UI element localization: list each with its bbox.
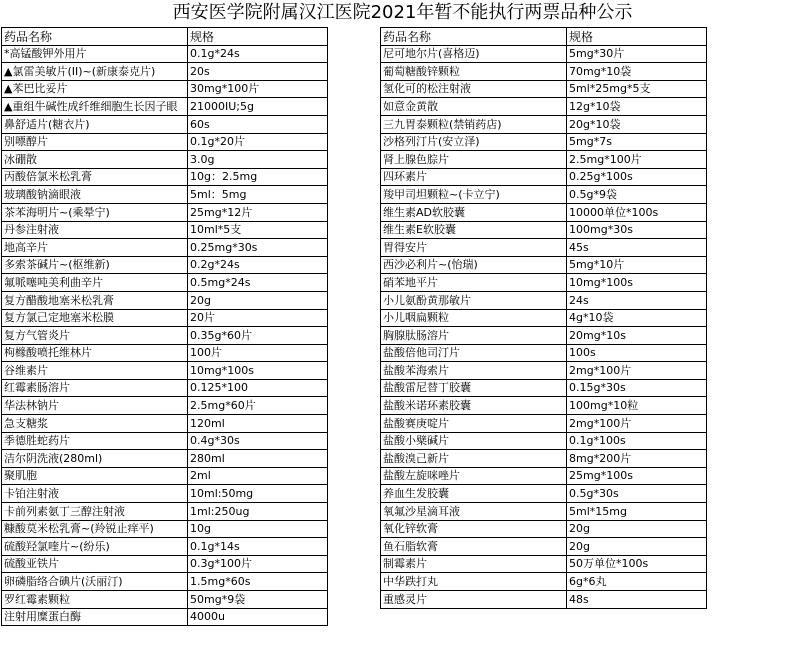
drug-spec-cell: 0.1g*100s: [567, 432, 707, 450]
drug-name-cell: 盐酸苯海索片: [381, 362, 567, 380]
drug-spec-cell: 0.1g*20片: [188, 133, 328, 151]
drug-name-cell: 氧氟沙星滴耳液: [381, 503, 567, 521]
drug-name-cell: 谷维素片: [2, 362, 188, 380]
table-row: [2, 555, 328, 573]
drug-spec-cell: 0.35g*60片: [188, 327, 328, 345]
drug-name-cell: 鱼石脂软膏: [381, 538, 567, 556]
table-row: [2, 239, 328, 257]
table-row: [2, 608, 328, 626]
table-row: [2, 362, 328, 380]
drug-name-cell: 养血生发胶囊: [381, 485, 567, 503]
drug-spec-cell: 30mg*100片: [188, 80, 328, 98]
table-row: [2, 151, 328, 169]
drug-spec-cell: 0.5mg*24s: [188, 274, 328, 292]
drug-spec-cell: 100s: [567, 344, 707, 362]
drug-spec-cell: 20g: [567, 538, 707, 556]
drug-name-cell: 多索茶碱片~(枢维新): [2, 256, 188, 274]
table-row: [381, 309, 707, 327]
table-row: [381, 467, 707, 485]
table-row: [2, 591, 328, 609]
drug-name-cell: 氟哌噻吨美利曲辛片: [2, 274, 188, 292]
drug-name-cell: 尼可地尔片(喜格迈): [381, 45, 567, 63]
drug-name-cell: 急支糖浆: [2, 415, 188, 433]
drug-spec-cell: 2mg*100片: [567, 362, 707, 380]
table-row: [2, 203, 328, 221]
drug-name-cell: 丙酸倍氯米松乳膏: [2, 168, 188, 186]
table-row: [381, 450, 707, 468]
drug-name-cell: 中华跌打丸: [381, 573, 567, 591]
header-row: [2, 28, 328, 46]
drug-name-cell: 华法林钠片: [2, 397, 188, 415]
drug-spec-cell: 5ml*25mg*5支: [567, 80, 707, 98]
drug-spec-cell: 5ml*15mg: [567, 503, 707, 521]
drug-spec-cell: 0.2g*24s: [188, 256, 328, 274]
table-row: [2, 485, 328, 503]
table-row: [381, 591, 707, 609]
right-drug-table: [380, 27, 707, 609]
drug-name-cell: 胸腺肽肠溶片: [381, 327, 567, 345]
header-row: [381, 28, 707, 46]
drug-spec-cell: 6g*6丸: [567, 573, 707, 591]
drug-spec-cell: 5mg*30片: [567, 45, 707, 63]
drug-spec-cell: 10mg*100s: [188, 362, 328, 380]
drug-spec-cell: 0.3g*100片: [188, 555, 328, 573]
drug-name-cell: 四环素片: [381, 168, 567, 186]
drug-spec-cell: 50万单位*100s: [567, 555, 707, 573]
drug-name-cell: 维生素AD软胶囊: [381, 203, 567, 221]
drug-name-cell: 胃得安片: [381, 239, 567, 257]
drug-name-cell: 季德胜蛇药片: [2, 432, 188, 450]
drug-spec-cell: 100mg*10粒: [567, 397, 707, 415]
drug-name-cell: 复方氯己定地塞米松膜: [2, 309, 188, 327]
table-row: [381, 186, 707, 204]
drug-spec-cell: 20g: [188, 291, 328, 309]
table-row: [2, 80, 328, 98]
drug-spec-cell: 0.25g*100s: [567, 168, 707, 186]
drug-name-cell: ▲苯巴比妥片: [2, 80, 188, 98]
drug-spec-cell: 0.5g*30s: [567, 485, 707, 503]
drug-spec-cell: 20mg*10s: [567, 327, 707, 345]
drug-spec-cell: 10000单位*100s: [567, 203, 707, 221]
left-drug-table: [1, 27, 328, 626]
table-row: [381, 503, 707, 521]
drug-spec-cell: 0.15g*30s: [567, 379, 707, 397]
drug-spec-cell: 0.4g*30s: [188, 432, 328, 450]
drug-name-cell: 沙格列汀片(安立泽): [381, 133, 567, 151]
table-row: [381, 80, 707, 98]
table-row: [2, 168, 328, 186]
drug-spec-cell: 20g*10袋: [567, 115, 707, 133]
table-row: [381, 274, 707, 292]
table-row: [2, 397, 328, 415]
table-row: [381, 291, 707, 309]
table-row: [381, 362, 707, 380]
drug-spec-cell: 50mg*9袋: [188, 591, 328, 609]
column-header-spec: 规格: [188, 28, 328, 46]
table-row: [2, 98, 328, 116]
drug-name-cell: 盐酸左旋咪唑片: [381, 467, 567, 485]
drug-name-cell: 盐酸小檗碱片: [381, 432, 567, 450]
table-row: [381, 256, 707, 274]
table-row: [381, 327, 707, 345]
table-row: [381, 133, 707, 151]
drug-spec-cell: 10g：2.5mg: [188, 168, 328, 186]
table-row: [381, 520, 707, 538]
drug-name-cell: 氧化锌软膏: [381, 520, 567, 538]
drug-name-cell: 制霉素片: [381, 555, 567, 573]
table-row: [2, 63, 328, 81]
table-row: [381, 415, 707, 433]
drug-spec-cell: 280ml: [188, 450, 328, 468]
table-row: [2, 415, 328, 433]
drug-name-cell: 别嘌醇片: [2, 133, 188, 151]
table-row: [2, 432, 328, 450]
drug-name-cell: *高锰酸钾外用片: [2, 45, 188, 63]
table-row: [2, 344, 328, 362]
table-row: [381, 344, 707, 362]
drug-name-cell: 盐酸雷尼替丁胶囊: [381, 379, 567, 397]
table-row: [2, 538, 328, 556]
drug-name-cell: 卡铂注射液: [2, 485, 188, 503]
table-row: [2, 133, 328, 151]
column-header-spec: 规格: [567, 28, 707, 46]
drug-spec-cell: 45s: [567, 239, 707, 257]
table-row: [2, 45, 328, 63]
drug-name-cell: 卵磷脂络合碘片(沃丽汀): [2, 573, 188, 591]
drug-spec-cell: 10ml:50mg: [188, 485, 328, 503]
drug-name-cell: 红霉素肠溶片: [2, 379, 188, 397]
drug-spec-cell: 10ml*5支: [188, 221, 328, 239]
drug-spec-cell: 2mg*100片: [567, 415, 707, 433]
table-row: [2, 186, 328, 204]
drug-name-cell: 肾上腺色腙片: [381, 151, 567, 169]
table-row: [381, 379, 707, 397]
drug-name-cell: 地高辛片: [2, 239, 188, 257]
drug-name-cell: 枸橼酸喷托维林片: [2, 344, 188, 362]
right-table-body: [381, 28, 707, 609]
drug-name-cell: 羧甲司坦颗粒~(卡立宁): [381, 186, 567, 204]
table-row: [381, 432, 707, 450]
drug-spec-cell: 5ml：5mg: [188, 186, 328, 204]
drug-spec-cell: 20s: [188, 63, 328, 81]
drug-name-cell: 硫酸羟氯喹片~(纷乐): [2, 538, 188, 556]
column-header-name: 药品名称: [381, 28, 567, 46]
drug-spec-cell: 70mg*10袋: [567, 63, 707, 81]
drug-spec-cell: 100片: [188, 344, 328, 362]
table-row: [2, 274, 328, 292]
table-row: [2, 520, 328, 538]
table-row: [381, 397, 707, 415]
drug-name-cell: 小儿氨酚黄那敏片: [381, 291, 567, 309]
drug-spec-cell: 20片: [188, 309, 328, 327]
drug-spec-cell: 2.5mg*60片: [188, 397, 328, 415]
drug-spec-cell: 21000IU;5g: [188, 98, 328, 116]
drug-spec-cell: 100mg*30s: [567, 221, 707, 239]
drug-name-cell: 硝苯地平片: [381, 274, 567, 292]
drug-spec-cell: 25mg*12片: [188, 203, 328, 221]
drug-name-cell: 洁尔阴洗液(280ml): [2, 450, 188, 468]
drug-name-cell: 氢化可的松注射液: [381, 80, 567, 98]
drug-spec-cell: 0.125*100: [188, 379, 328, 397]
drug-name-cell: 盐酸溴己新片: [381, 450, 567, 468]
drug-name-cell: 复方气管炎片: [2, 327, 188, 345]
drug-spec-cell: 48s: [567, 591, 707, 609]
drug-name-cell: 冰硼散: [2, 151, 188, 169]
table-row: [381, 239, 707, 257]
drug-name-cell: 鼻舒适片(糖衣片): [2, 115, 188, 133]
drug-spec-cell: 1ml:250ug: [188, 503, 328, 521]
drug-spec-cell: 0.25mg*30s: [188, 239, 328, 257]
table-row: [381, 151, 707, 169]
drug-spec-cell: 3.0g: [188, 151, 328, 169]
table-row: [2, 379, 328, 397]
drug-name-cell: 丹参注射液: [2, 221, 188, 239]
drug-spec-cell: 10mg*100s: [567, 274, 707, 292]
column-header-name: 药品名称: [2, 28, 188, 46]
drug-name-cell: ▲氯雷美敏片(II)~(新康泰克片): [2, 63, 188, 81]
drug-name-cell: 注射用糜蛋白酶: [2, 608, 188, 626]
drug-spec-cell: 20g: [567, 520, 707, 538]
table-row: [2, 309, 328, 327]
table-row: [381, 485, 707, 503]
table-row: [381, 45, 707, 63]
table-row: [2, 115, 328, 133]
drug-name-cell: 重感灵片: [381, 591, 567, 609]
drug-name-cell: 盐酸赛庚啶片: [381, 415, 567, 433]
drug-spec-cell: 4000u: [188, 608, 328, 626]
drug-name-cell: ▲重组牛碱性成纤维细胞生长因子眼: [2, 98, 188, 116]
left-table-body: [2, 28, 328, 626]
drug-spec-cell: 2.5mg*100片: [567, 151, 707, 169]
table-row: [2, 467, 328, 485]
table-row: [381, 203, 707, 221]
drug-name-cell: 葡萄糖酸锌颗粒: [381, 63, 567, 81]
drug-spec-cell: 0.5g*9袋: [567, 186, 707, 204]
table-row: [2, 573, 328, 591]
table-row: [2, 327, 328, 345]
drug-name-cell: 玻璃酸钠滴眼液: [2, 186, 188, 204]
drug-name-cell: 盐酸米诺环素胶囊: [381, 397, 567, 415]
drug-spec-cell: 120ml: [188, 415, 328, 433]
table-row: [2, 291, 328, 309]
drug-name-cell: 糠酸莫米松乳膏~(羚锐止痒平): [2, 520, 188, 538]
drug-spec-cell: 2ml: [188, 467, 328, 485]
drug-name-cell: 复方醋酸地塞米松乳膏: [2, 291, 188, 309]
drug-name-cell: 小儿咽扁颗粒: [381, 309, 567, 327]
drug-name-cell: 罗红霉素颗粒: [2, 591, 188, 609]
page-title: 西安医学院附属汉江医院2021年暂不能执行两票品种公示: [172, 2, 633, 23]
table-row: [2, 256, 328, 274]
drug-spec-cell: 0.1g*14s: [188, 538, 328, 556]
table-row: [381, 538, 707, 556]
table-row: [2, 503, 328, 521]
drug-spec-cell: 1.5mg*60s: [188, 573, 328, 591]
drug-name-cell: 如意金黄散: [381, 98, 567, 116]
table-row: [381, 168, 707, 186]
table-row: [381, 555, 707, 573]
drug-name-cell: 聚肌胞: [2, 467, 188, 485]
drug-name-cell: 茶苯海明片~(乘晕宁): [2, 203, 188, 221]
table-row: [2, 450, 328, 468]
drug-spec-cell: 8mg*200片: [567, 450, 707, 468]
drug-name-cell: 盐酸倍他司汀片: [381, 344, 567, 362]
drug-spec-cell: 5mg*10片: [567, 256, 707, 274]
drug-spec-cell: 5mg*7s: [567, 133, 707, 151]
drug-spec-cell: 0.1g*24s: [188, 45, 328, 63]
drug-spec-cell: 60s: [188, 115, 328, 133]
drug-spec-cell: 10g: [188, 520, 328, 538]
drug-spec-cell: 4g*10袋: [567, 309, 707, 327]
table-row: [381, 221, 707, 239]
drug-spec-cell: 25mg*100s: [567, 467, 707, 485]
table-row: [381, 63, 707, 81]
drug-spec-cell: 24s: [567, 291, 707, 309]
drug-name-cell: 卡前列素氨丁三醇注射液: [2, 503, 188, 521]
table-row: [381, 115, 707, 133]
drug-name-cell: 西沙必利片~(怡瑞): [381, 256, 567, 274]
drug-name-cell: 三九胃泰颗粒(禁销药店): [381, 115, 567, 133]
drug-name-cell: 维生素E软胶囊: [381, 221, 567, 239]
table-row: [381, 573, 707, 591]
table-row: [381, 98, 707, 116]
drug-name-cell: 硫酸亚铁片: [2, 555, 188, 573]
drug-spec-cell: 12g*10袋: [567, 98, 707, 116]
table-row: [2, 221, 328, 239]
